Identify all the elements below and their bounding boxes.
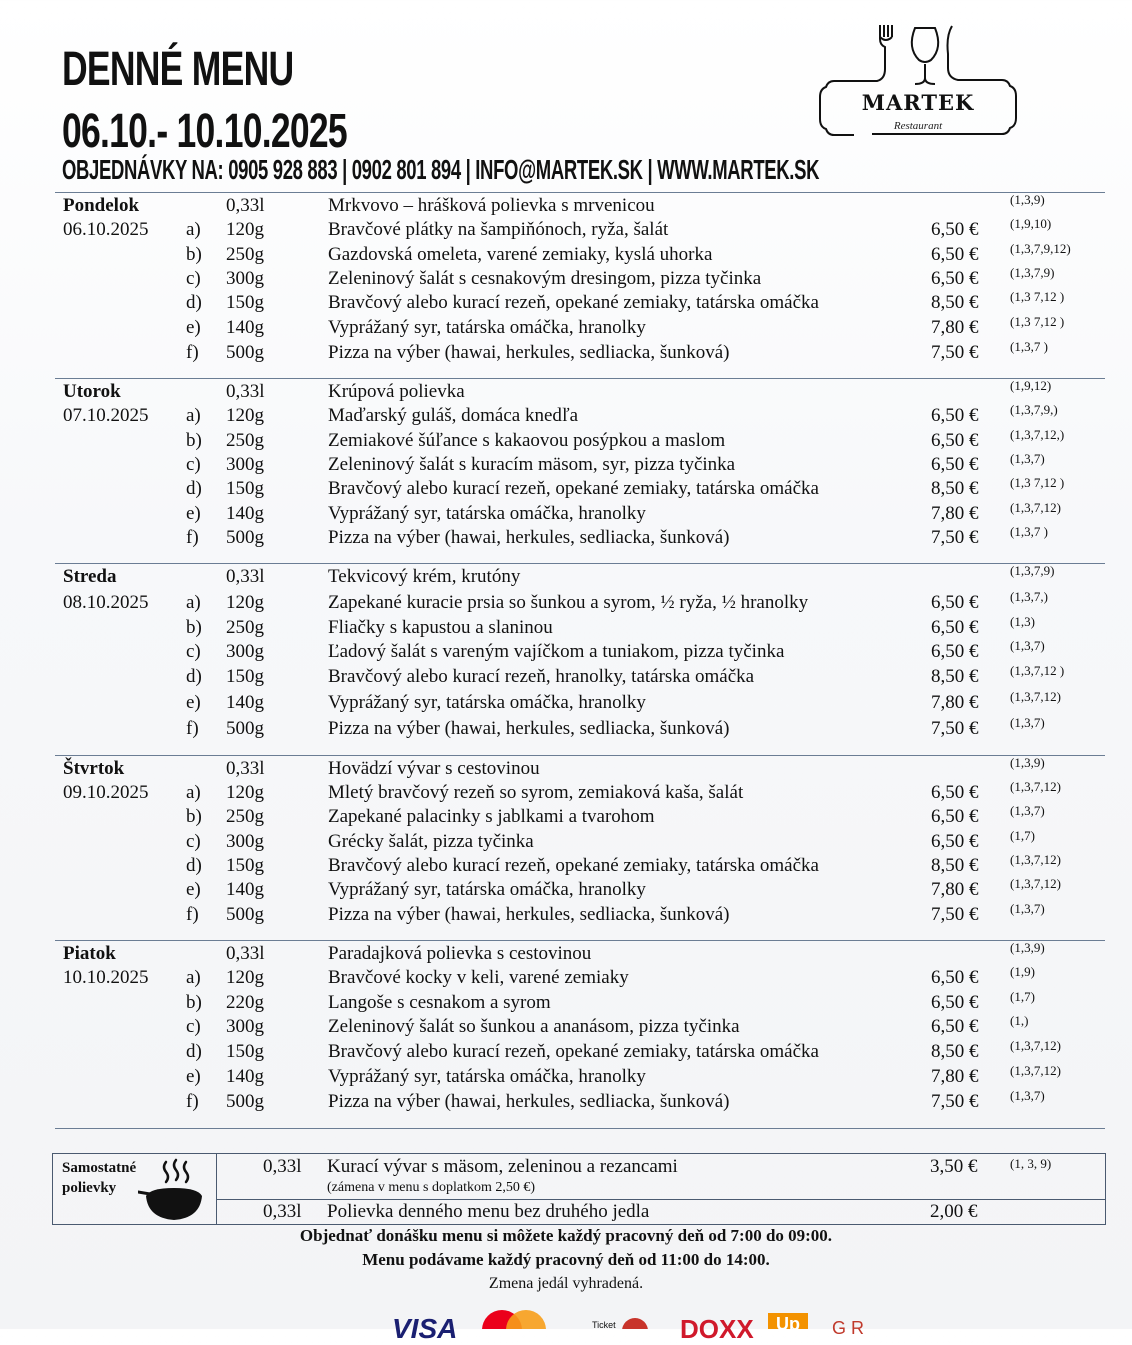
menu-item-row — [55, 1090, 1105, 1114]
day-section — [55, 755, 1105, 925]
menu-item-row — [55, 477, 1105, 501]
item-price: 7,50 € — [931, 1091, 979, 1112]
item-letter: b) — [186, 430, 202, 451]
item-letter: c) — [186, 454, 201, 475]
item-price: 7,50 € — [931, 718, 979, 739]
item-allergens: (1,3,9) — [1010, 755, 1045, 770]
menu-item-row — [55, 616, 1105, 640]
item-dish: Maďarský guláš, domáca knedľa — [328, 405, 579, 426]
menu-item-row — [55, 502, 1105, 526]
item-dish: Hovädzí vývar s cestovinou — [328, 758, 540, 779]
item-dish: Zeleninový šalát s cesnakovým dresingom, pizza tyčinka — [328, 268, 762, 289]
day-date: 06.10.2025 — [63, 219, 149, 240]
soup-price: 2,00 € — [930, 1201, 978, 1222]
item-quantity: 150g — [226, 1041, 264, 1062]
item-price: 8,50 € — [931, 478, 979, 499]
menu-item-row — [55, 341, 1105, 365]
soup-row — [55, 942, 1105, 966]
item-quantity: 300g — [226, 454, 264, 475]
item-quantity: 0,33l — [226, 195, 265, 216]
item-allergens: (1,3,7,12) — [1010, 876, 1061, 891]
item-dish: Bravčový alebo kurací rezeň, opekané zemiaky, tatárska omáčka — [328, 292, 819, 313]
menu-item-row — [55, 453, 1105, 477]
menu-item-row — [55, 691, 1105, 715]
item-dish: Paradajková polievka s cestovinou — [328, 943, 592, 964]
item-letter: e) — [186, 692, 201, 713]
item-letter: c) — [186, 641, 201, 662]
item-dish: Tekvicový krém, krutóny — [328, 566, 521, 587]
item-allergens: (1,3,7 ) — [1010, 339, 1048, 354]
item-quantity: 300g — [226, 1016, 264, 1037]
item-letter: c) — [186, 1016, 201, 1037]
item-allergens: (1,3,7,9,) — [1010, 402, 1058, 417]
item-letter: a) — [186, 592, 201, 613]
item-quantity: 250g — [226, 430, 264, 451]
day-date: 08.10.2025 — [63, 592, 149, 613]
menu-item-row — [55, 640, 1105, 664]
item-dish: Fliačky s kapustou a slaninou — [328, 617, 553, 638]
menu-item-row — [55, 1015, 1105, 1039]
item-quantity: 150g — [226, 478, 264, 499]
item-allergens: (1,3,9) — [1010, 192, 1045, 207]
item-allergens: (1,3,7) — [1010, 715, 1045, 730]
item-dish: Bravčový alebo kurací rezeň, opekané zemiaky, tatárska omáčka — [328, 1041, 819, 1062]
menu-item-row — [55, 665, 1105, 689]
item-price: 6,50 € — [931, 831, 979, 852]
soup-bowl-icon — [138, 1158, 210, 1222]
item-dish: Bravčový alebo kurací rezeň, hranolky, tatárska omáčka — [328, 666, 755, 687]
delivery-info: Objednať donášku menu si môžete každý pracovný deň od 7:00 do 09:00. — [299, 1226, 833, 1245]
item-quantity: 0,33l — [226, 566, 265, 587]
menu-item-row — [55, 966, 1105, 990]
ticket-circle-icon — [620, 1316, 650, 1329]
item-price: 8,50 € — [931, 666, 979, 687]
item-quantity: 300g — [226, 641, 264, 662]
item-allergens: (1,7) — [1010, 828, 1035, 843]
item-dish: Bravčový alebo kurací rezeň, opekané zemiaky, tatárska omáčka — [328, 855, 819, 876]
item-allergens: (1,3,7,12) — [1010, 689, 1061, 704]
item-quantity: 0,33l — [226, 381, 265, 402]
gr-logo: G R — [832, 1318, 865, 1338]
day-date: 09.10.2025 — [63, 782, 149, 803]
doxx-logo: DOXX — [680, 1314, 754, 1344]
item-allergens: (1,3,7) — [1010, 1088, 1045, 1103]
day-date: 07.10.2025 — [63, 405, 149, 426]
item-price: 8,50 € — [931, 855, 979, 876]
item-quantity: 250g — [226, 617, 264, 638]
item-price: 6,50 € — [931, 219, 979, 240]
item-allergens: (1,3,7,9,12) — [1010, 241, 1071, 256]
item-allergens: (1,9) — [1010, 964, 1035, 979]
item-price: 7,80 € — [931, 692, 979, 713]
item-allergens: (1,3,7,12) — [1010, 852, 1061, 867]
day-section — [55, 563, 1105, 739]
item-allergens: (1,7) — [1010, 989, 1035, 1004]
soup-allergens: (1, 3, 9) — [1010, 1156, 1052, 1171]
item-price: 6,50 € — [931, 405, 979, 426]
item-letter: e) — [186, 1066, 201, 1087]
item-dish: Pizza na výber (hawai, herkules, sedliacka, šunková) — [328, 1091, 730, 1112]
item-dish: Langoše s cesnakom a syrom — [328, 992, 551, 1013]
item-quantity: 150g — [226, 666, 264, 687]
item-quantity: 250g — [226, 806, 264, 827]
separate-soups-box — [52, 1153, 1106, 1225]
item-dish: Pizza na výber (hawai, herkules, sedliacka, šunková) — [328, 342, 730, 363]
item-quantity: 140g — [226, 879, 264, 900]
menu-item-row — [55, 805, 1105, 829]
item-letter: c) — [186, 268, 201, 289]
item-letter: c) — [186, 831, 201, 852]
item-allergens: (1,) — [1010, 1013, 1029, 1028]
visa-logo: VISA — [392, 1313, 458, 1344]
item-letter: a) — [186, 219, 201, 240]
item-dish: Zapekané kuracie prsia so šunkou a syrom, ½ ryža, ½ hranolky — [328, 592, 809, 613]
item-dish: Bravčové plátky na šampiňónoch, ryža, šalát — [328, 219, 669, 240]
item-letter: f) — [186, 527, 199, 548]
item-quantity: 500g — [226, 342, 264, 363]
item-letter: d) — [186, 292, 202, 313]
menu-item-row — [55, 404, 1105, 428]
day-name: Piatok — [63, 943, 116, 964]
item-letter: d) — [186, 478, 202, 499]
item-quantity: 140g — [226, 317, 264, 338]
soups-label-cell — [53, 1154, 217, 1224]
item-letter: b) — [186, 806, 202, 827]
item-dish: Zeleninový šalát s kuracím mäsom, syr, pizza tyčinka — [328, 454, 736, 475]
item-price: 6,50 € — [931, 268, 979, 289]
item-dish: Vyprážaný syr, tatárska omáčka, hranolky — [328, 692, 646, 713]
item-quantity: 120g — [226, 219, 264, 240]
item-dish: Zemiakové šúľance s kakaovou posýpkou a maslom — [328, 430, 726, 451]
item-dish: Gazdovská omeleta, varené zemiaky, kyslá uhorka — [328, 244, 713, 265]
menu-item-row — [55, 291, 1105, 315]
item-allergens: (1,3,7 ) — [1010, 524, 1048, 539]
soup-dish: Polievka denného menu bez druhého jedla — [327, 1201, 650, 1222]
item-allergens: (1,3,7,12) — [1010, 779, 1061, 794]
knife-icon — [872, 26, 1016, 134]
item-letter: d) — [186, 1041, 202, 1062]
disclaimer: Zmena jedál vyhradená. — [488, 1275, 644, 1292]
soup-dish: Kurací vývar s mäsom, zeleninou a rezancami — [327, 1156, 678, 1177]
day-name: Utorok — [63, 381, 121, 402]
day-date: 10.10.2025 — [63, 967, 149, 988]
item-allergens: (1,3,7,12 ) — [1010, 663, 1065, 678]
item-quantity: 150g — [226, 855, 264, 876]
menu-item-row — [55, 267, 1105, 291]
item-allergens: (1,3,7) — [1010, 451, 1045, 466]
item-letter: a) — [186, 405, 201, 426]
item-quantity: 0,33l — [226, 943, 265, 964]
item-allergens: (1,3,7,) — [1010, 589, 1048, 604]
item-price: 6,50 € — [931, 992, 979, 1013]
item-price: 7,50 € — [931, 342, 979, 363]
item-dish: Zapekané palacinky s jablkami a tvarohom — [328, 806, 655, 827]
logo-name: MARTEK — [861, 90, 975, 115]
item-letter: f) — [186, 342, 199, 363]
item-quantity: 500g — [226, 527, 264, 548]
item-allergens: (1,3 7,12 ) — [1010, 314, 1065, 329]
item-quantity: 120g — [226, 405, 264, 426]
item-dish: Bravčové kocky v keli, varené zemiaky — [328, 967, 629, 988]
item-allergens: (1,3) — [1010, 614, 1035, 629]
item-allergens: (1,3,7,9) — [1010, 563, 1055, 578]
item-price: 6,50 € — [931, 617, 979, 638]
section-divider — [55, 1128, 1105, 1129]
item-price: 7,50 € — [931, 527, 979, 548]
mastercard-logo — [480, 1308, 550, 1329]
item-quantity: 0,33l — [226, 758, 265, 779]
menu-item-row — [55, 316, 1105, 340]
item-allergens: (1,3,7,12,) — [1010, 427, 1065, 442]
item-allergens: (1,3,7) — [1010, 638, 1045, 653]
menu-item-row — [55, 830, 1105, 854]
item-quantity: 120g — [226, 967, 264, 988]
restaurant-logo — [812, 20, 1024, 140]
item-letter: a) — [186, 967, 201, 988]
item-quantity: 120g — [226, 592, 264, 613]
menu-item-row — [55, 991, 1105, 1015]
item-allergens: (1,3,7) — [1010, 901, 1045, 916]
item-letter: e) — [186, 879, 201, 900]
item-price: 6,50 € — [931, 641, 979, 662]
fork-icon — [820, 25, 885, 135]
item-allergens: (1,3,7,12) — [1010, 1063, 1061, 1078]
item-allergens: (1,9,12) — [1010, 378, 1052, 393]
item-dish: Pizza na výber (hawai, herkules, sedliacka, šunková) — [328, 904, 730, 925]
soup-row — [55, 565, 1105, 589]
up-logo: Up — [768, 1313, 808, 1329]
item-allergens: (1,3,7,12) — [1010, 500, 1061, 515]
day-section — [55, 378, 1105, 548]
item-quantity: 250g — [226, 244, 264, 265]
soup-price: 3,50 € — [930, 1156, 978, 1177]
menu-item-row — [55, 526, 1105, 550]
item-price: 7,80 € — [931, 1066, 979, 1087]
item-dish: Vyprážaný syr, tatárska omáčka, hranolky — [328, 1066, 646, 1087]
item-price: 7,80 € — [931, 317, 979, 338]
item-quantity: 120g — [226, 782, 264, 803]
menu-item-row — [55, 903, 1105, 927]
item-letter: d) — [186, 855, 202, 876]
item-letter: f) — [186, 718, 199, 739]
soup-note: (zámena v menu s doplatkom 2,50 €) — [327, 1180, 536, 1195]
item-allergens: (1,3,7) — [1010, 803, 1045, 818]
item-price: 6,50 € — [931, 782, 979, 803]
day-name: Pondelok — [63, 195, 140, 216]
item-dish: Vyprážaný syr, tatárska omáčka, hranolky — [328, 503, 646, 524]
menu-item-row — [55, 218, 1105, 242]
item-letter: b) — [186, 992, 202, 1013]
soups-label-line1: Samostatné — [62, 1160, 137, 1176]
item-quantity: 300g — [226, 831, 264, 852]
item-letter: f) — [186, 1091, 199, 1112]
item-allergens: (1,9,10) — [1010, 216, 1052, 231]
logo-subtitle: Restaurant — [893, 120, 943, 132]
item-quantity: 300g — [226, 268, 264, 289]
contact-line: OBJEDNÁVKY NA: 0905 928 883 | 0902 801 894 | INFO@MARTEK.SK | WWW.MARTEK.SK — [62, 154, 820, 185]
item-price: 6,50 € — [931, 430, 979, 451]
menu-item-row — [55, 1040, 1105, 1064]
menu-item-row — [55, 781, 1105, 805]
item-quantity: 140g — [226, 692, 264, 713]
menu-item-row — [55, 1065, 1105, 1089]
item-quantity: 220g — [226, 992, 264, 1013]
item-dish: Pizza na výber (hawai, herkules, sedliacka, šunková) — [328, 718, 730, 739]
item-allergens: (1,3 7,12 ) — [1010, 475, 1065, 490]
item-price: 7,50 € — [931, 904, 979, 925]
item-allergens: (1,3,7,9) — [1010, 265, 1055, 280]
soup-row — [55, 757, 1105, 781]
item-letter: f) — [186, 904, 199, 925]
day-section — [55, 940, 1105, 1112]
item-allergens: (1,3 7,12 ) — [1010, 289, 1065, 304]
wine-glass-icon — [912, 28, 938, 84]
item-letter: e) — [186, 317, 201, 338]
item-allergens: (1,3,7,12) — [1010, 1038, 1061, 1053]
item-quantity: 500g — [226, 1091, 264, 1112]
item-price: 6,50 € — [931, 967, 979, 988]
soups-label — [62, 1158, 136, 1198]
item-quantity: 500g — [226, 718, 264, 739]
item-dish: Pizza na výber (hawai, herkules, sedliacka, šunková) — [328, 527, 730, 548]
day-name: Streda — [63, 566, 117, 587]
menu-item-row — [55, 878, 1105, 902]
serving-info: Menu podávame každý pracovný deň od 11:00 do 14:00. — [362, 1250, 770, 1269]
menu-item-row — [55, 854, 1105, 878]
item-price: 8,50 € — [931, 1041, 979, 1062]
soup-qty: 0,33l — [263, 1201, 302, 1222]
page-title: DENNÉ MENU — [62, 43, 294, 96]
menu-item-row — [55, 591, 1105, 615]
item-dish: Ľadový šalát s vareným vajíčkom a tuniakom, pizza tyčinka — [328, 641, 785, 662]
item-price: 7,80 € — [931, 503, 979, 524]
item-quantity: 140g — [226, 1066, 264, 1087]
item-price: 6,50 € — [931, 244, 979, 265]
item-quantity: 140g — [226, 503, 264, 524]
menu-item-row — [55, 429, 1105, 453]
item-dish: Zeleninový šalát so šunkou a ananásom, pizza tyčinka — [328, 1016, 740, 1037]
item-allergens: (1,3,9) — [1010, 940, 1045, 955]
item-dish: Grécky šalát, pizza tyčinka — [328, 831, 534, 852]
item-price: 6,50 € — [931, 454, 979, 475]
item-dish: Bravčový alebo kurací rezeň, opekané zemiaky, tatárska omáčka — [328, 478, 819, 499]
day-section — [55, 192, 1105, 363]
date-range: 06.10.- 10.10.2025 — [62, 105, 347, 158]
item-quantity: 500g — [226, 904, 264, 925]
ticket-logo: Ticket — [592, 1320, 616, 1330]
item-letter: d) — [186, 666, 202, 687]
soup-row — [55, 194, 1105, 218]
item-letter: e) — [186, 503, 201, 524]
item-quantity: 150g — [226, 292, 264, 313]
item-price: 6,50 € — [931, 806, 979, 827]
item-price: 7,80 € — [931, 879, 979, 900]
item-price: 6,50 € — [931, 592, 979, 613]
item-dish: Vyprážaný syr, tatárska omáčka, hranolky — [328, 317, 646, 338]
item-price: 8,50 € — [931, 292, 979, 313]
item-dish: Mletý bravčový rezeň so syrom, zemiaková kaša, šalát — [328, 782, 744, 803]
item-dish: Mrkvovo – hrášková polievka s mrvenicou — [328, 195, 655, 216]
item-dish: Vyprážaný syr, tatárska omáčka, hranolky — [328, 879, 646, 900]
day-name: Štvrtok — [63, 758, 125, 779]
menu-item-row — [55, 243, 1105, 267]
item-letter: b) — [186, 617, 202, 638]
item-dish: Krúpová polievka — [328, 381, 465, 402]
soup-row — [55, 380, 1105, 404]
item-letter: b) — [186, 244, 202, 265]
item-price: 6,50 € — [931, 1016, 979, 1037]
item-letter: a) — [186, 782, 201, 803]
soups-label-line2: polievky — [62, 1180, 117, 1196]
soup-qty: 0,33l — [263, 1156, 302, 1177]
menu-item-row — [55, 717, 1105, 741]
